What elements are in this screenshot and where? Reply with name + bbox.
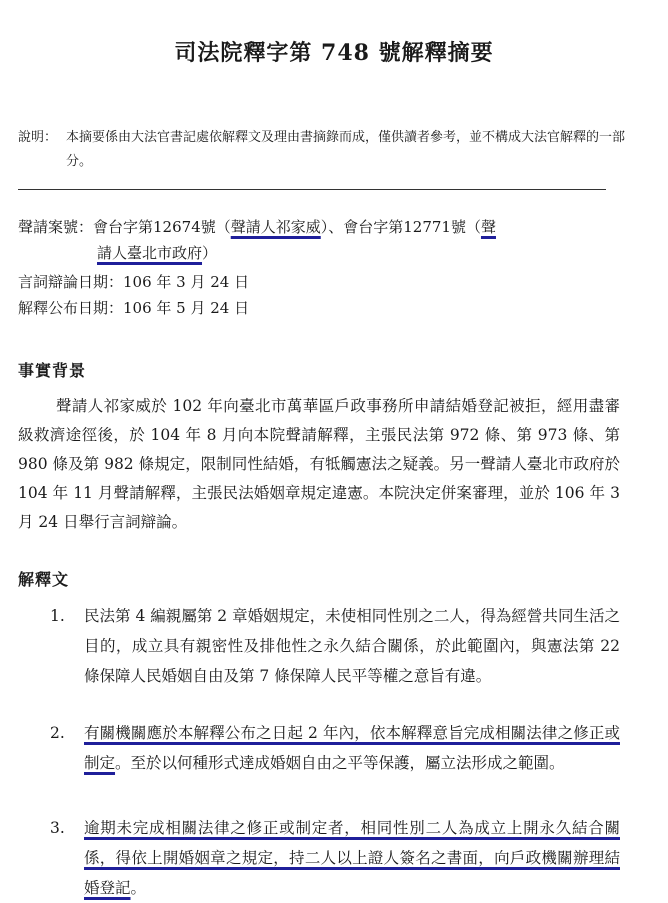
item-number: 2. [50,724,65,742]
note-label: 說明： [18,130,58,145]
interpretation-heading: 解釋文 [18,570,70,589]
case-number-part3: ） [202,244,218,262]
petitioner-2-highlight-b: 請人臺北市政府 [97,244,203,262]
case-number-label: 聲請案號： [18,218,94,236]
item-text [84,813,620,903]
note-text: 本摘要係由大法官書記處依解釋文及理由書摘錄而成，僅供讀者參考，並不構成大法官解釋的一部分。 [66,130,626,169]
publication-date: 解釋公布日期：106 年 5 月 24 日 [18,299,250,317]
item-text-highlight: 有關機關應於本解釋公布之日起 2 年內，依本解釋意旨完成相關法律之修正或制定 [84,724,620,772]
case-number-part1: 會台字第12674號（ [93,218,231,236]
item-text-rest: 。至於以何種形式達成婚姻自由之平等保護，屬立法形成之範圍。 [115,754,565,772]
divider-line [18,189,606,190]
item-text-highlight: 逾期未完成相關法律之修正或制定者，相同性別二人為成立上開永久結合關係，得依上開婚姻章之規定，持二人以上證人簽名之書面，向戶政機關辦理結婚登記 [84,819,620,897]
petitioner-1-highlight: 聲請人祁家威 [230,218,321,236]
petitioner-2-highlight-a: 聲 [480,218,496,236]
case-number [18,214,622,266]
item-number: 3. [50,819,65,837]
item-text [84,718,620,778]
item-number: 1. [50,607,65,625]
oral-argument-date: 言詞辯論日期：106 年 3 月 24 日 [18,273,250,291]
background-heading: 事實背景 [18,361,87,380]
item-text: 民法第 4 編親屬第 2 章婚姻規定，未使相同性別之二人，得為經營共同生活之目的，成立具有親密性及排他性之永久結合關係，於此範圍內，與憲法第 22 條保障人民婚姻自由及第 7 條保障人民平等權之意旨有違。 [84,607,620,685]
case-number-part2: ）、會台字第12771號（ [320,218,481,236]
background-paragraph: 聲請人祁家威於 102 年向臺北市萬華區戶政事務所申請結婚登記被拒，經用盡審級救濟途徑後，於 104 年 8 月向本院聲請解釋，主張民法第 972 條、第 973 條、第 980 條及第 982 條規定，限制同性結婚，有牴觸憲法之疑義。另一聲請人臺北市政府於 104 年 11 月聲請解釋，主張民法婚姻章規定違憲。本院決定併案審理，並於 106 年 3 月 24 日舉行言詞辯論。 [18,397,620,531]
item-text-rest: 。 [130,879,147,897]
document-title: 司法院釋字第 748 號解釋摘要 [174,40,494,66]
